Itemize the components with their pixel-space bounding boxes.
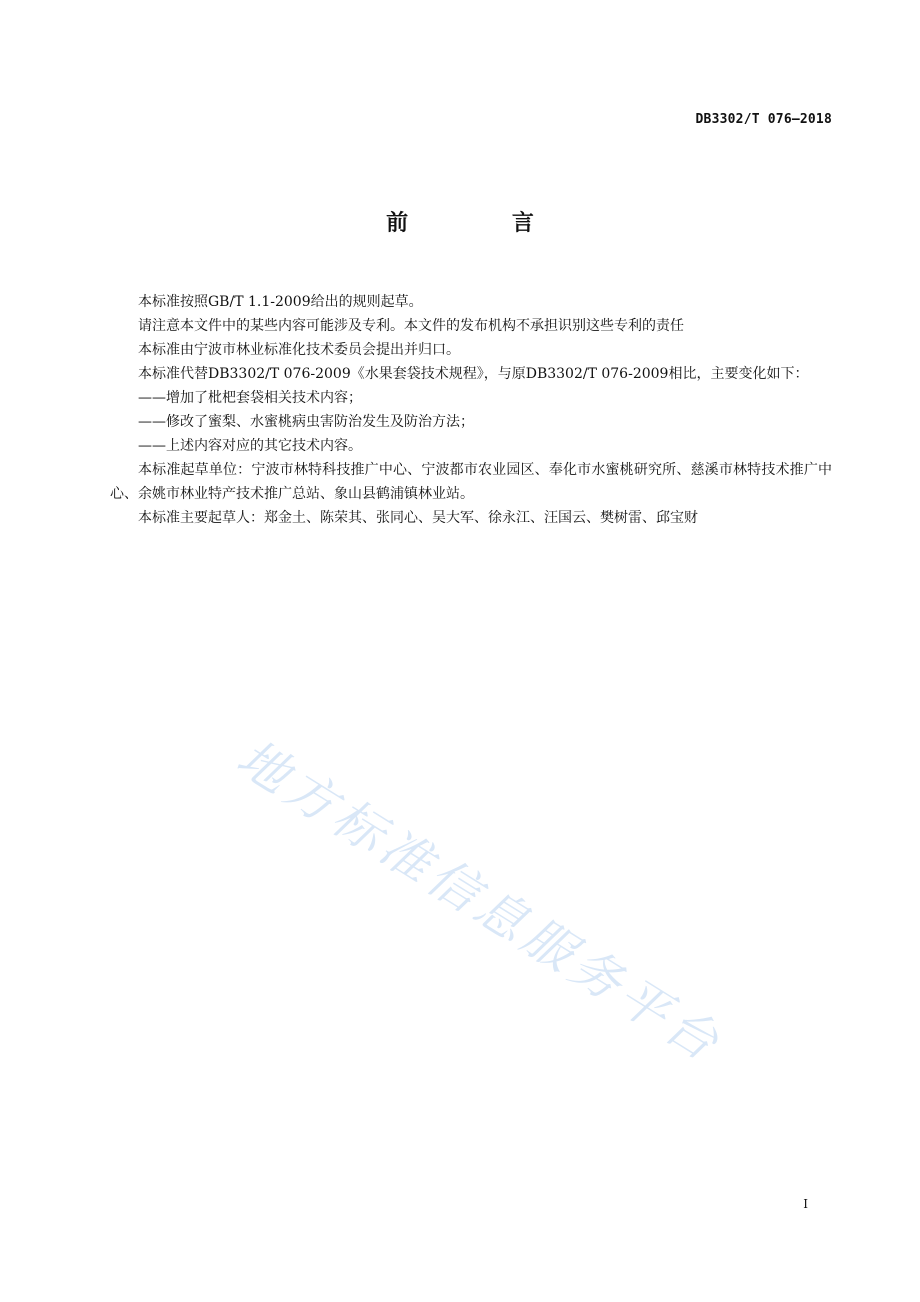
- document-code: DB3302/T 076—2018: [695, 112, 832, 127]
- list-item-change-1: ——增加了枇杷套袋相关技术内容；: [138, 390, 362, 406]
- foreword-body: [110, 290, 832, 530]
- paragraph-replacement: 本标准代替DB3302/T 076-2009《水果套袋技术规程》，与原DB3302/T 076-2009相比，主要变化如下：: [138, 366, 809, 382]
- list-item-change-2: ——修改了蜜梨、水蜜桃病虫害防治发生及防治方法；: [138, 414, 474, 430]
- page-title: 前 言: [386, 211, 582, 236]
- page-number: I: [803, 1197, 808, 1211]
- watermark-text: 地方标准信息服务平台: [227, 728, 733, 1075]
- paragraph-drafters: 本标准主要起草人：郑金土、陈荣其、张同心、吴大军、徐永江、汪国云、樊树雷、邱宝财: [138, 510, 698, 526]
- paragraph-drafting-rules: 本标准按照GB/T 1.1-2009给出的规则起草。: [138, 294, 423, 310]
- paragraph-drafting-units: 本标准起草单位：宁波市林特科技推广中心、宁波都市农业园区、奉化市水蜜桃研究所、慈溪市林特技术推广中心、余姚市林业特产技术推广总站、象山县鹤浦镇林业站。: [110, 462, 832, 502]
- list-item-change-3: ——上述内容对应的其它技术内容。: [138, 438, 362, 454]
- paragraph-proposer: 本标准由宁波市林业标准化技术委员会提出并归口。: [138, 342, 460, 358]
- paragraph-patent-notice: 请注意本文件中的某些内容可能涉及专利。本文件的发布机构不承担识别这些专利的责任: [138, 318, 684, 334]
